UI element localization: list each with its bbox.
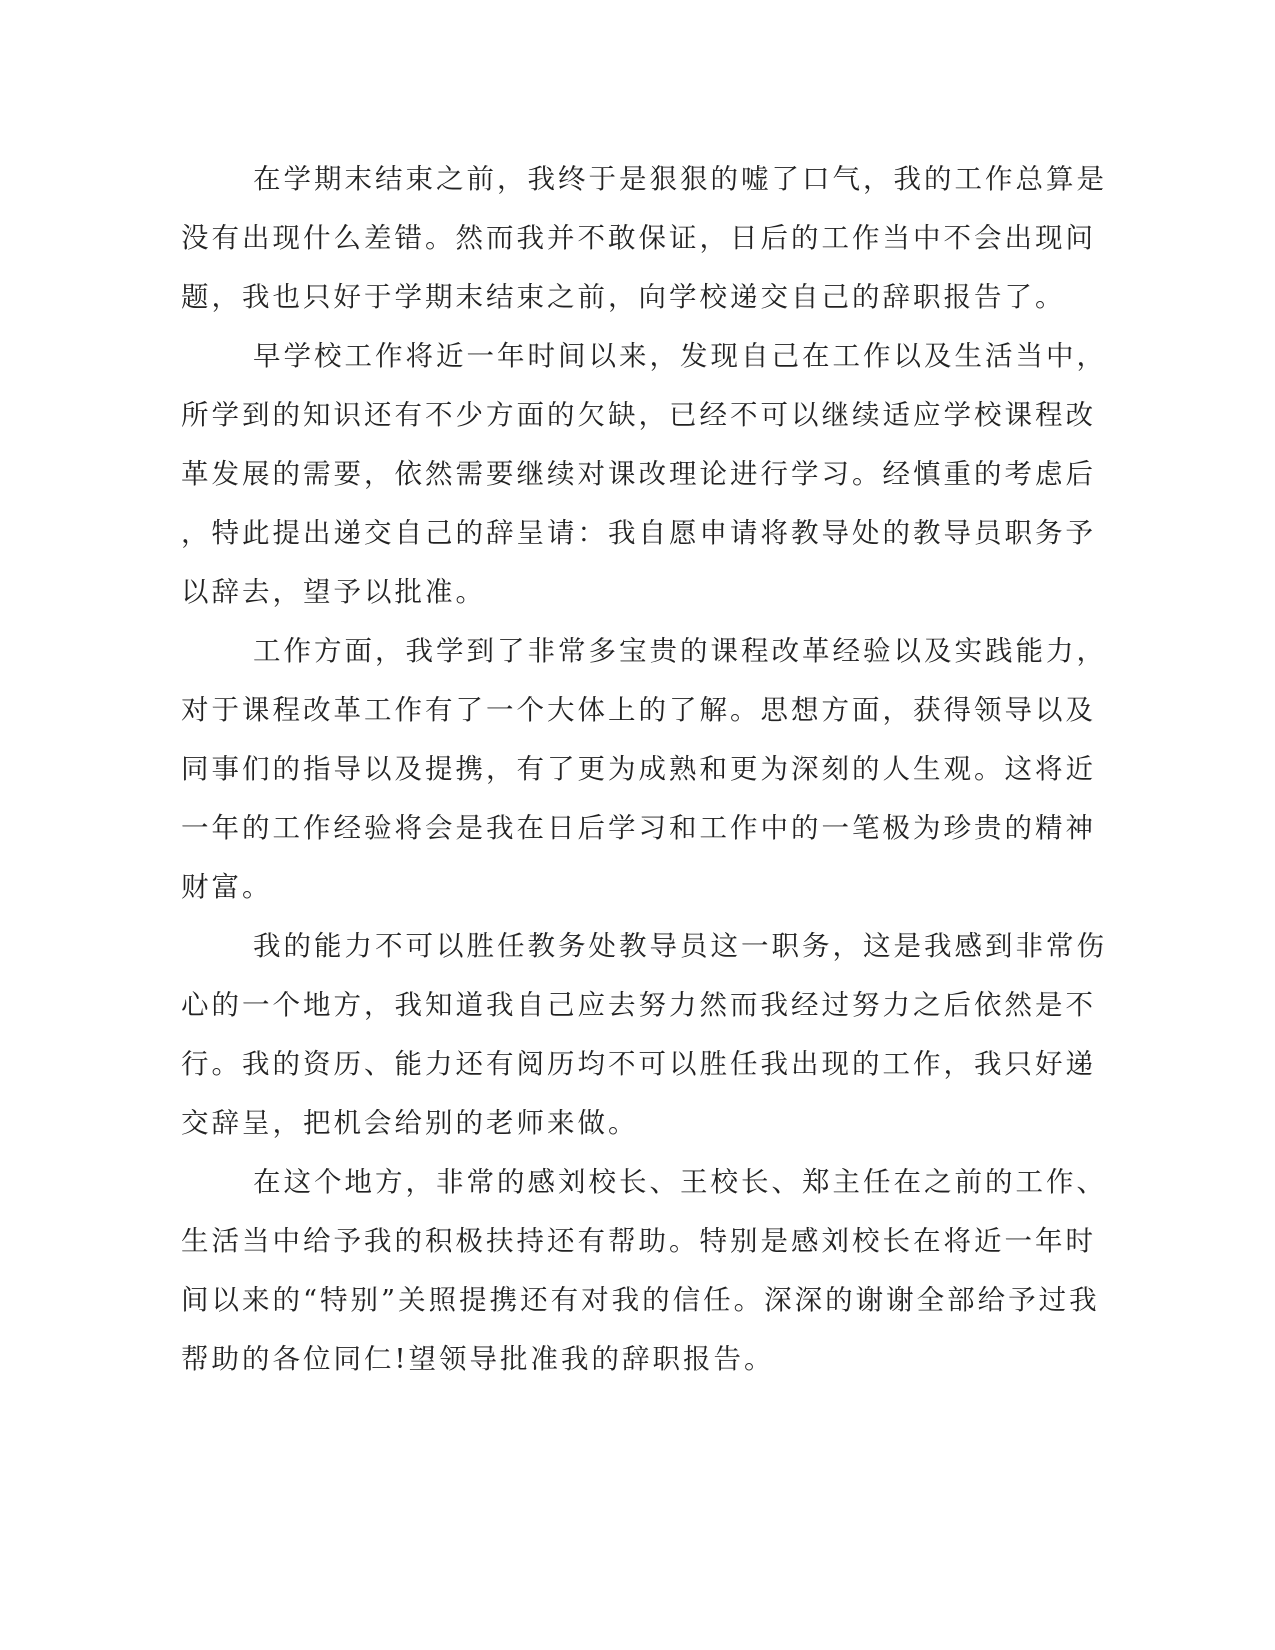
text-line: 题，我也只好于学期末结束之前，向学校递交自己的辞职报告了。 <box>181 281 1066 313</box>
text-line: 财富。 <box>181 871 273 903</box>
text-line: 交辞呈，把机会给别的老师来做。 <box>181 1107 639 1139</box>
paragraph-3 <box>181 622 1107 917</box>
text-line: 同事们的指导以及提携，有了更为成熟和更为深刻的人生观。这将近 <box>181 753 1096 785</box>
paragraph-5 <box>181 1153 1107 1389</box>
text-line: 革发展的需要，依然需要继续对课改理论进行学习。经慎重的考虑后 <box>181 458 1096 490</box>
document-page <box>181 150 1107 1389</box>
text-line: 工作方面，我学到了非常多宝贵的课程改革经验以及实践能力， <box>253 635 1107 667</box>
text-line: 我的能力不可以胜任教务处教导员这一职务，这是我感到非常伤 <box>253 930 1107 962</box>
text-line: 在这个地方，非常的感刘校长、王校长、郑主任在之前的工作、 <box>253 1166 1107 1198</box>
text-line: 对于课程改革工作有了一个大体上的了解。思想方面，获得领导以及 <box>181 694 1096 726</box>
text-line: 所学到的知识还有不少方面的欠缺，已经不可以继续适应学校课程改 <box>181 399 1096 431</box>
text-line: 心的一个地方，我知道我自己应去努力然而我经过努力之后依然是不 <box>181 989 1096 1021</box>
text-line: 生活当中给予我的积极扶持还有帮助。特别是感刘校长在将近一年时 <box>181 1225 1096 1257</box>
text-line: 没有出现什么差错。然而我并不敢保证，日后的工作当中不会出现问 <box>181 222 1096 254</box>
text-line: ，特此提出递交自己的辞呈请：我自愿申请将教导处的教导员职务予 <box>181 517 1096 549</box>
text-line: 早学校工作将近一年时间以来，发现自己在工作以及生活当中， <box>253 340 1107 372</box>
text-line: 在学期末结束之前，我终于是狠狠的嘘了口气，我的工作总算是 <box>253 163 1107 195</box>
text-line: 帮助的各位同仁!望领导批准我的辞职报告。 <box>181 1343 775 1375</box>
text-line: 以辞去，望予以批准。 <box>181 576 486 608</box>
paragraph-2 <box>181 327 1107 622</box>
paragraph-4 <box>181 917 1107 1153</box>
text-line: 间以来的“特别”关照提携还有对我的信任。深深的谢谢全部给予过我 <box>181 1284 1100 1316</box>
text-line: 行。我的资历、能力还有阅历均不可以胜任我出现的工作，我只好递 <box>181 1048 1096 1080</box>
paragraph-1 <box>181 150 1107 327</box>
text-line: 一年的工作经验将会是我在日后学习和工作中的一笔极为珍贵的精神 <box>181 812 1096 844</box>
